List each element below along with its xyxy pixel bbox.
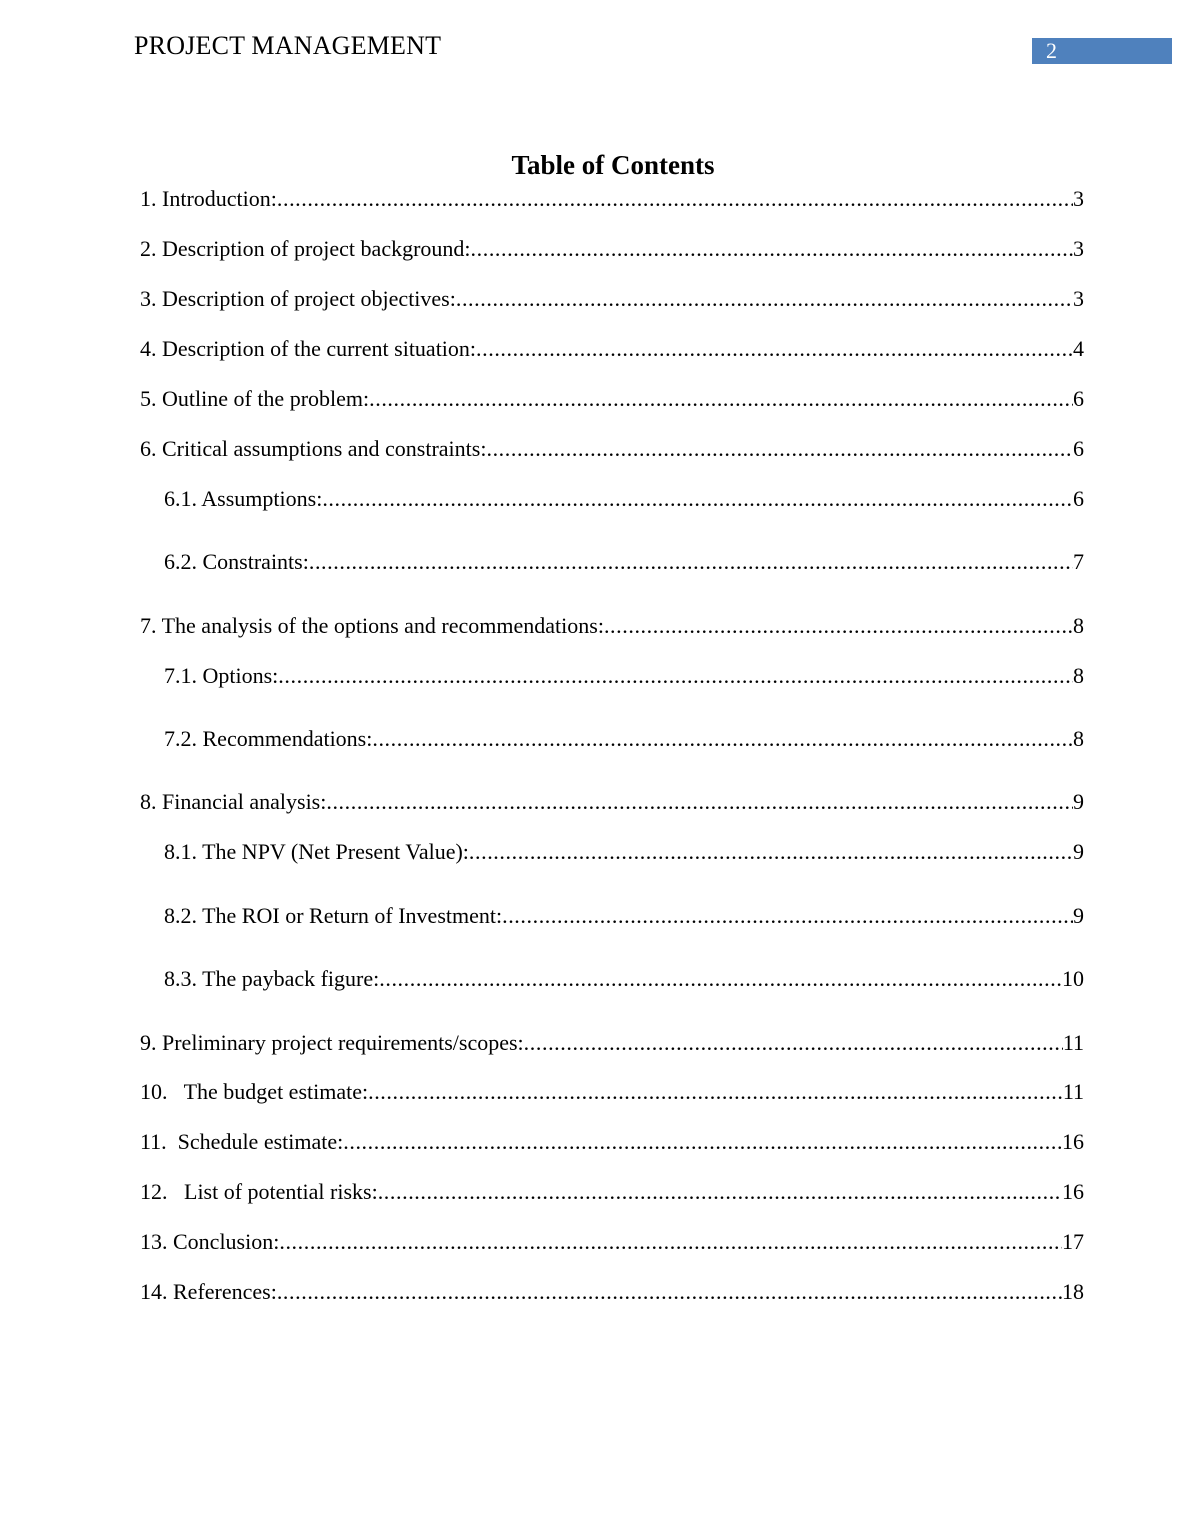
toc-entry-page: 7 — [1073, 549, 1084, 574]
toc-entry-label: 14. References: — [140, 1279, 277, 1304]
dot-leader — [278, 662, 1073, 690]
toc-entry-constraints[interactable] — [164, 548, 1084, 576]
toc-entry-label: 7. The analysis of the options and recommendations: — [140, 613, 604, 638]
dot-leader — [469, 838, 1073, 866]
dot-leader — [524, 1029, 1063, 1057]
toc-heading: Table of Contents — [511, 150, 715, 180]
toc-entry-page: 9 — [1073, 903, 1084, 928]
toc-entry-schedule-estimate[interactable] — [140, 1128, 1084, 1156]
dot-leader — [369, 385, 1073, 413]
toc-entry-page: 16 — [1062, 1179, 1084, 1204]
toc-entry-recommendations[interactable] — [164, 725, 1084, 753]
dot-leader — [456, 285, 1073, 313]
toc-entry-page: 6 — [1073, 386, 1084, 411]
dot-leader — [378, 1178, 1062, 1206]
toc-entry-outline-problem[interactable] — [140, 385, 1084, 413]
dot-leader — [309, 548, 1073, 576]
toc-entry-references[interactable] — [140, 1278, 1084, 1306]
toc-entry-requirements-scopes[interactable] — [140, 1029, 1084, 1057]
running-header-title: PROJECT MANAGEMENT — [134, 31, 442, 60]
dot-leader — [471, 235, 1073, 263]
dot-leader — [372, 725, 1073, 753]
toc-entry-page: 6 — [1073, 436, 1084, 461]
toc-entry-label: 7.1. Options: — [164, 663, 279, 688]
toc-entry-page: 8 — [1073, 613, 1084, 638]
toc-entry-options-recommendations[interactable] — [140, 612, 1084, 640]
dot-leader — [486, 435, 1073, 463]
toc-entry-page: 9 — [1073, 789, 1084, 814]
toc-entry-label: 3. Description of project objectives: — [140, 286, 456, 311]
dot-leader — [343, 1128, 1062, 1156]
dot-leader — [476, 335, 1073, 363]
toc-entry-label: 8. Financial analysis: — [140, 789, 327, 814]
toc-entry-conclusion[interactable] — [140, 1228, 1084, 1256]
toc-entry-page: 17 — [1062, 1229, 1084, 1254]
toc-entry-page: 3 — [1073, 236, 1084, 261]
toc-entry-label: 4. Description of the current situation: — [140, 336, 477, 361]
toc-entry-label: 5. Outline of the problem: — [140, 386, 370, 411]
toc-entry-page: 6 — [1073, 486, 1084, 511]
toc-entry-page: 4 — [1073, 336, 1084, 361]
page-number: 2 — [1046, 38, 1057, 63]
toc-entry-payback[interactable] — [164, 965, 1084, 993]
toc-entry-label: 6.2. Constraints: — [164, 549, 309, 574]
toc-entry-label: 8.1. The NPV (Net Present Value): — [164, 839, 469, 864]
toc-entry-page: 16 — [1062, 1129, 1084, 1154]
toc-entry-page: 8 — [1073, 663, 1084, 688]
toc-entry-label: 9. Preliminary project requirements/scopes: — [140, 1030, 524, 1055]
dot-leader — [279, 1228, 1062, 1256]
toc-entry-potential-risks[interactable] — [140, 1178, 1084, 1206]
dot-leader — [368, 1078, 1063, 1106]
toc-entry-page: 10 — [1062, 966, 1084, 991]
toc-entry-npv[interactable] — [164, 838, 1084, 866]
dot-leader — [604, 612, 1073, 640]
toc-entry-introduction[interactable] — [140, 185, 1084, 213]
toc-entry-page: 18 — [1062, 1279, 1084, 1304]
toc-entry-page: 11 — [1062, 1030, 1084, 1055]
toc-entry-label: 10. The budget estimate: — [140, 1079, 369, 1104]
page-number-badge — [1032, 38, 1172, 64]
toc-entry-current-situation[interactable] — [140, 335, 1084, 363]
toc-entry-page: 8 — [1073, 726, 1084, 751]
toc-entry-page: 11 — [1062, 1079, 1084, 1104]
toc-entry-label: 1. Introduction: — [140, 186, 277, 211]
toc-entry-label: 6.1. Assumptions: — [164, 486, 323, 511]
dot-leader — [502, 902, 1073, 930]
dot-leader — [322, 485, 1073, 513]
toc-entry-page: 3 — [1073, 286, 1084, 311]
toc-entry-page: 3 — [1073, 186, 1084, 211]
toc-entry-roi[interactable] — [164, 902, 1084, 930]
toc-entry-label: 13. Conclusion: — [140, 1229, 280, 1254]
dot-leader — [326, 788, 1073, 816]
toc-entry-page: 9 — [1073, 839, 1084, 864]
toc-entry-options[interactable] — [164, 662, 1084, 690]
dot-leader — [277, 185, 1073, 213]
dot-leader — [277, 1278, 1062, 1306]
toc-entry-project-objectives[interactable] — [140, 285, 1084, 313]
toc-entry-label: 2. Description of project background: — [140, 236, 471, 261]
dot-leader — [379, 965, 1062, 993]
toc-entry-label: 6. Critical assumptions and constraints: — [140, 436, 487, 461]
toc-entry-label: 8.3. The payback figure: — [164, 966, 380, 991]
toc-entry-assumptions-constraints[interactable] — [140, 435, 1084, 463]
toc-entry-label: 7.2. Recommendations: — [164, 726, 373, 751]
toc-entry-project-background[interactable] — [140, 235, 1084, 263]
toc-entry-financial-analysis[interactable] — [140, 788, 1084, 816]
toc-entry-budget-estimate[interactable] — [140, 1078, 1084, 1106]
toc-entry-label: 8.2. The ROI or Return of Investment: — [164, 903, 503, 928]
toc-entry-assumptions[interactable] — [164, 485, 1084, 513]
toc-entry-label: 12. List of potential risks: — [140, 1179, 378, 1204]
toc-entry-label: 11. Schedule estimate: — [140, 1129, 344, 1154]
